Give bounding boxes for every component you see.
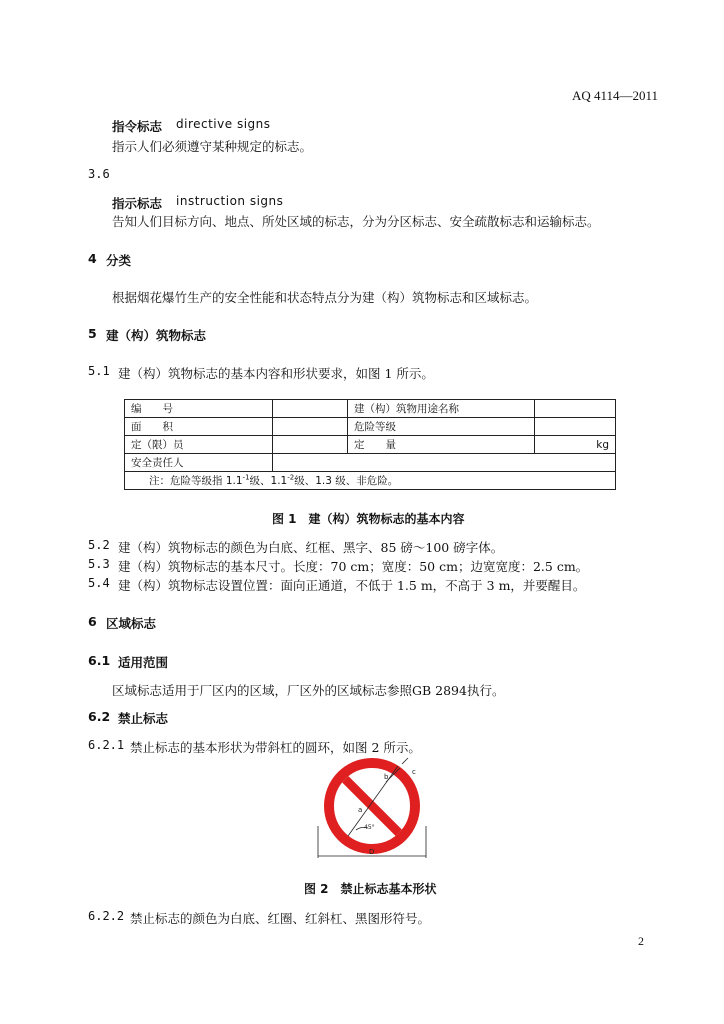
s4-body: 根据烟花爆竹生产的安全性能和状态特点分为建（构）筑物标志和区域标志。 [112,290,538,305]
s61-title: 适用范围 [118,655,169,670]
s35-body: 指示人们必须遵守某种规定的标志。 [112,139,313,154]
s51-number: 5.1 [88,364,110,378]
note-sup-2: -2 [287,473,295,482]
table-cell [273,418,348,436]
s621-number: 6.2.1 [88,738,125,752]
table-row [125,400,616,418]
note-mid: 级、1.1 [249,475,288,487]
dimension-line-c [402,758,408,764]
table-cell [273,400,348,418]
s36-title-en: instruction signs [176,194,284,208]
table-cell: 定（限）员 [125,436,273,454]
s621-body: 禁止标志的基本形状为带斜杠的圆环，如图 2 所示。 [130,740,421,755]
s35-title-en: directive signs [176,117,271,131]
s622-number: 6.2.2 [88,909,125,923]
s5-title: 建（构）筑物标志 [106,328,207,343]
s6-number: 6 [88,614,97,629]
label-angle: 45° [364,824,375,831]
table-row [125,436,616,454]
standard-number: AQ 4114—2011 [572,88,659,103]
table-cell: 面 积 [125,418,273,436]
table-row [125,472,616,490]
prohibition-sign-diagram [308,756,438,868]
table-cell: kg [535,436,616,454]
table-cell [273,436,348,454]
table-cell: 危险等级 [348,418,535,436]
label-b: b [384,773,389,781]
label-c: c [412,768,416,776]
figure-1-caption: 图 1 建（构）筑物标志的基本内容 [272,512,465,526]
s53-body: 建（构）筑物标志的基本尺寸。长度：70 cm；宽度：50 cm；边宽宽度：2.5 cm。 [118,559,589,574]
s62-title: 禁止标志 [118,711,169,726]
s54-number: 5.4 [88,576,110,590]
building-sign-table [124,399,616,490]
s61-body: 区域标志适用于厂区内的区域，厂区外的区域标志参照GB 2894执行。 [112,683,505,698]
s622-body: 禁止标志的颜色为白底、红圈、红斜杠、黑图形符号。 [130,911,431,926]
note-suffix: 级、1.3 级、非危险。 [294,475,399,487]
s4-number: 4 [88,251,97,266]
s36-number: 3.6 [88,167,110,181]
note-prefix: 注：危险等级指 1.1 [149,475,243,487]
note-sup-1: -1 [242,473,250,482]
s36-title-cn: 指示标志 [112,196,163,211]
label-d: D [369,848,375,856]
table-cell [535,418,616,436]
s54-body: 建（构）筑物标志设置位置：面向正通道，不低于 1.5 m，不高于 3 m，并要醒目。 [118,578,586,593]
s4-title: 分类 [106,253,132,268]
s35-title-cn: 指令标志 [112,119,163,134]
table-note [125,472,616,490]
page-number: 2 [638,934,644,948]
s5-number: 5 [88,326,97,341]
s51-body: 建（构）筑物标志的基本内容和形状要求，如图 1 所示。 [118,366,434,381]
table-row [125,454,616,472]
s6-title: 区域标志 [106,616,157,631]
s52-body: 建（构）筑物标志的颜色为白底、红框、黑字、85 磅～100 磅字体。 [118,540,504,555]
s61-number: 6.1 [88,653,111,668]
table-cell [535,400,616,418]
table-cell: 定 量 [348,436,535,454]
table-row [125,418,616,436]
s53-number: 5.3 [88,557,110,571]
s36-body: 告知人们目标方向、地点、所处区域的标志，分为分区标志、安全疏散标志和运输标志。 [112,214,600,229]
table-cell [273,454,616,472]
table-cell: 建（构）筑物用途名称 [348,400,535,418]
table-cell: 安全责任人 [125,454,273,472]
s52-number: 5.2 [88,538,110,552]
figure-2-caption: 图 2 禁止标志基本形状 [304,882,437,896]
label-a: a [358,806,363,814]
s62-number: 6.2 [88,709,111,724]
table-cell: 编 号 [125,400,273,418]
